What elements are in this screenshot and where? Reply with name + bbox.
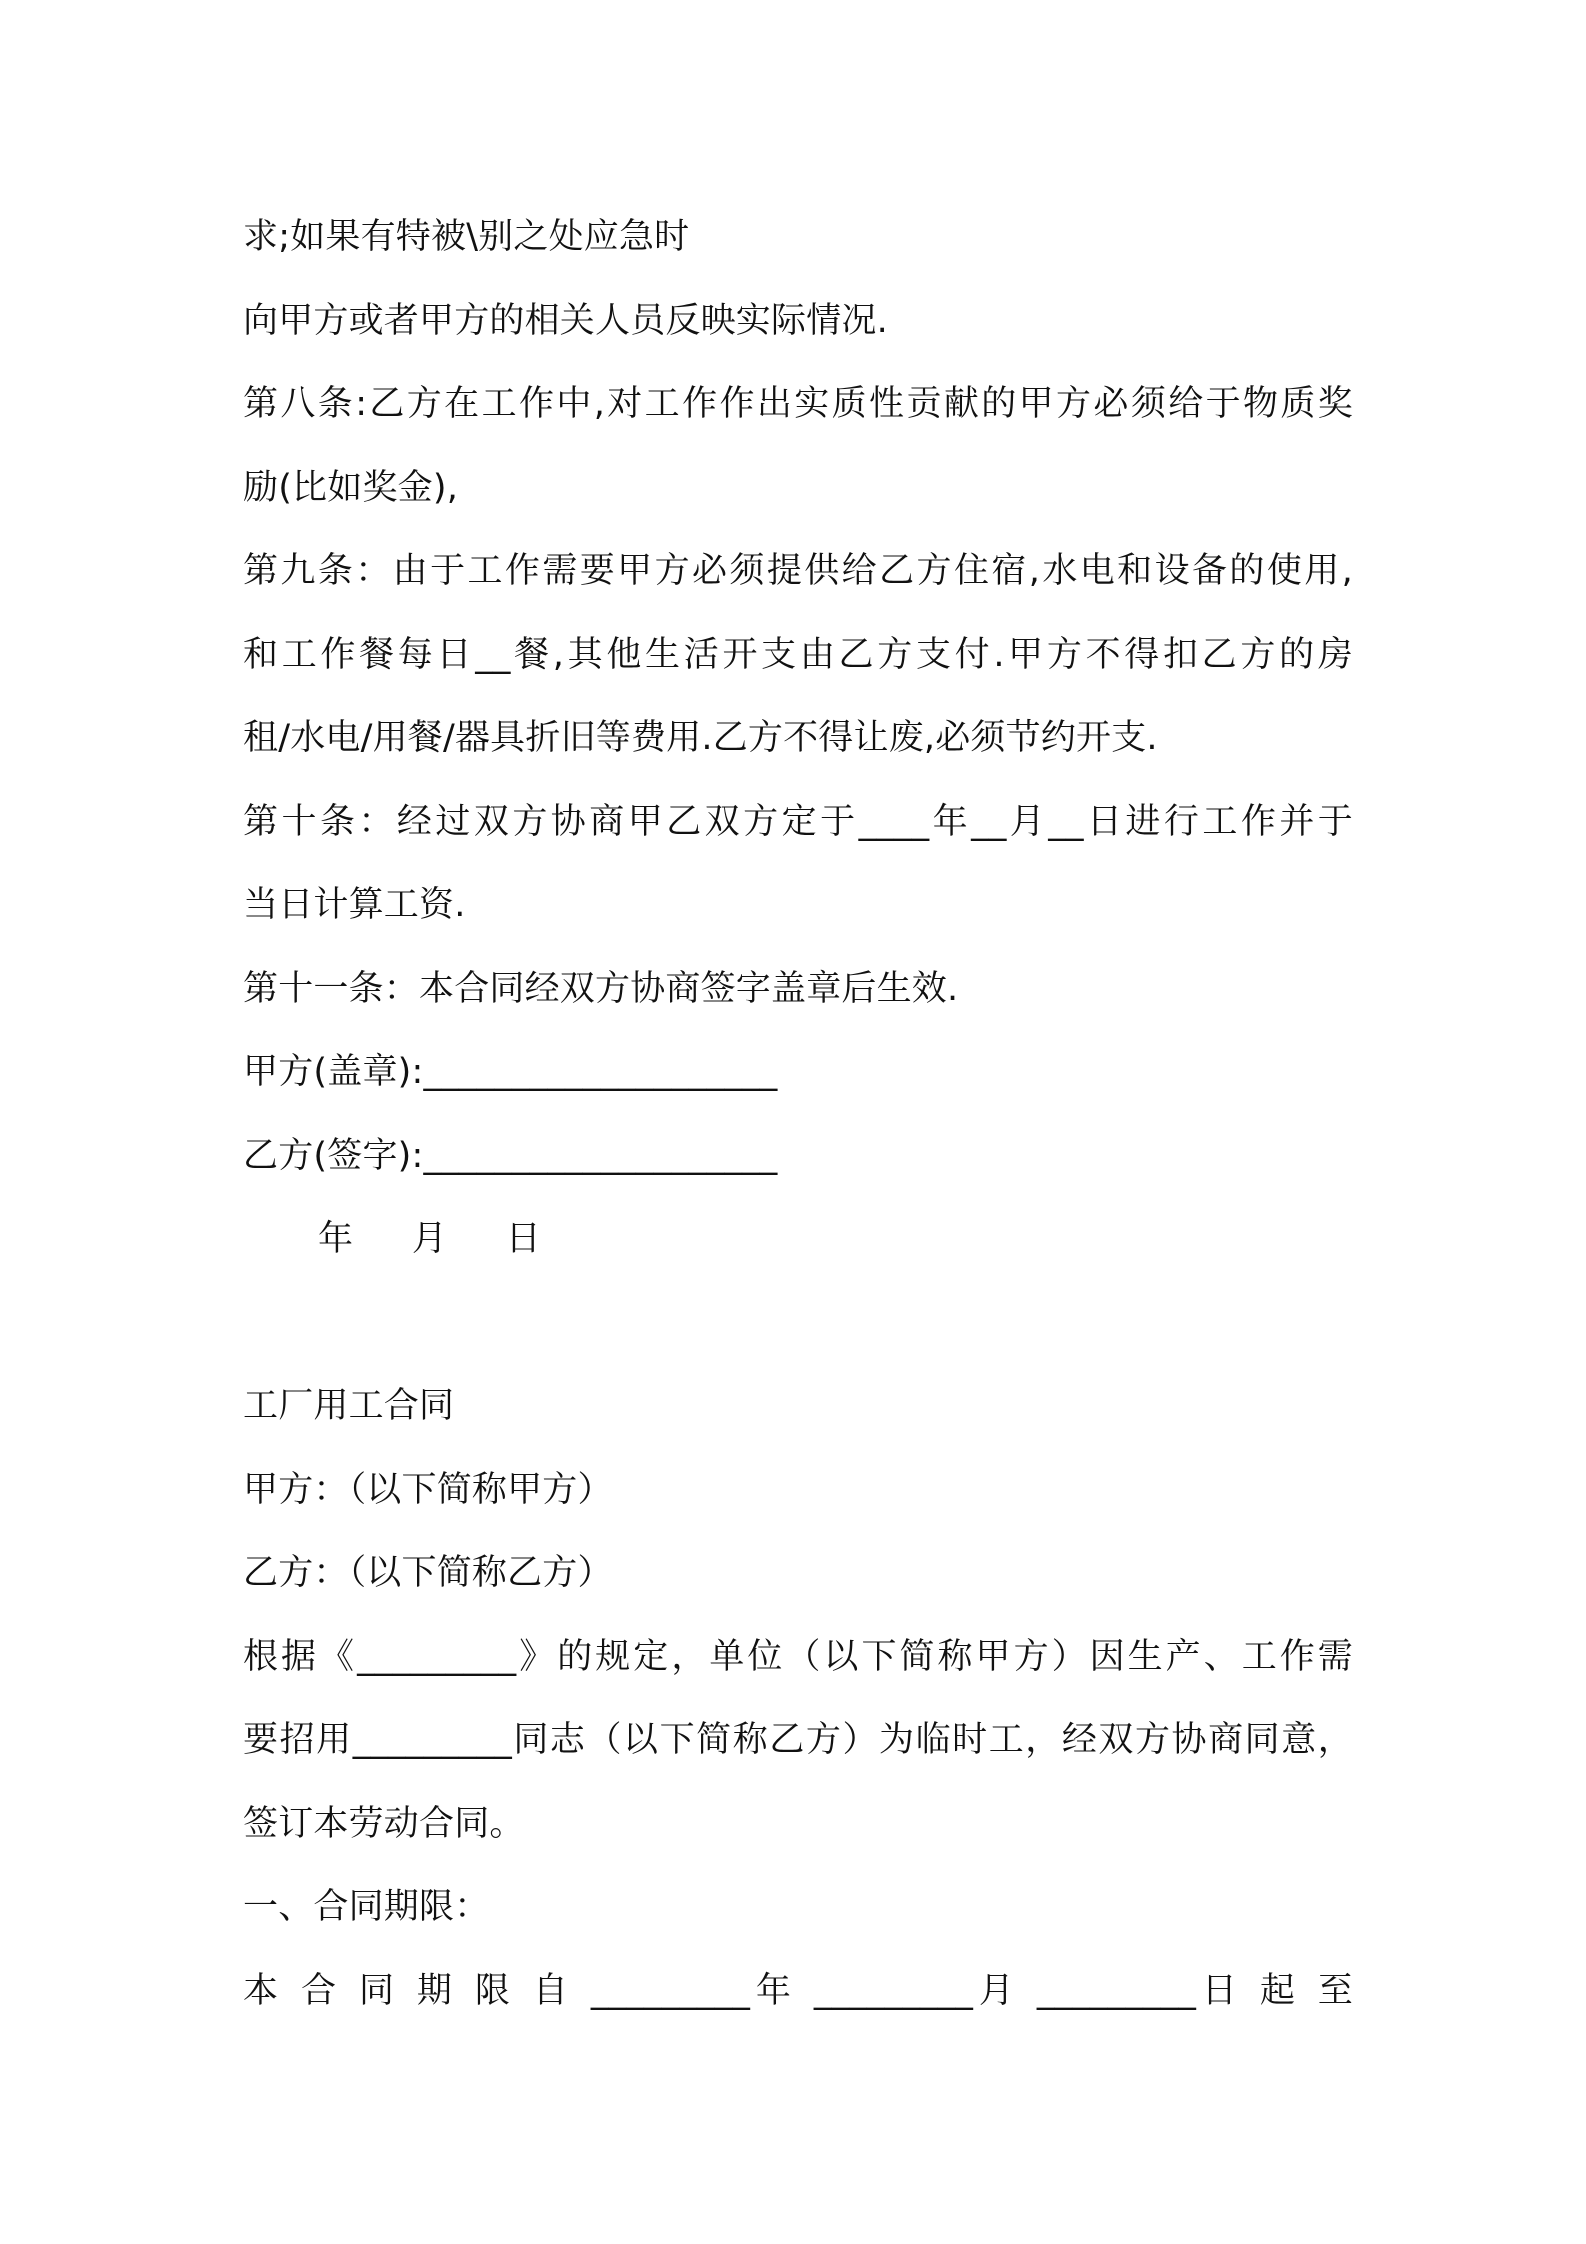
- party-a-line: 甲方：（以下简称甲方）: [243, 1469, 613, 1510]
- clause-8-line-1: 第八条:乙方在工作中,对工作作出实质性贡献的甲方必须给于物质奖: [243, 384, 1353, 424]
- clause-9-line-2: 和工作餐每日__餐,其他生活开支由乙方支付.甲方不得扣乙方的房: [243, 634, 1353, 675]
- clause-8-line-2: 励(比如奖金),: [243, 467, 459, 508]
- text-line: 向甲方或者甲方的相关人员反映实际情况.: [243, 300, 888, 341]
- date-line: 年 月 日: [318, 1219, 541, 1259]
- section-title: 工厂用工合同: [243, 1386, 455, 1426]
- heading-contract-term: 一、合同期限：: [243, 1887, 490, 1927]
- text-line: 求;如果有特被\别之处应急时: [243, 217, 690, 257]
- preamble-line-2: 要招用_________同志（以下简称乙方）为临时工，经双方协商同意，: [243, 1720, 1353, 1760]
- section-gap: [243, 1282, 1353, 1366]
- preamble-line-3: 签订本劳动合同。: [243, 1803, 525, 1844]
- party-b-signature-line: 乙方(签字):____________________: [243, 1135, 778, 1176]
- clause-10-line-2: 当日计算工资.: [243, 885, 466, 925]
- clause-11: 第十一条：本合同经双方协商签字盖章后生效.: [243, 968, 959, 1009]
- party-b-line: 乙方：（以下简称乙方）: [243, 1553, 613, 1593]
- document-body: [243, 196, 1353, 2033]
- clause-9-line-3: 租/水电/用餐/器具折旧等费用.乙方不得让废,必须节约开支.: [243, 718, 1158, 758]
- party-a-seal-line: 甲方(盖章):____________________: [243, 1052, 778, 1092]
- contract-term-line: 本 合 同 期 限 自 _________年 _________月 _________日 起 至: [243, 1970, 1353, 2011]
- preamble-line-1: 根据《_________》的规定，单位（以下简称甲方）因生产、工作需: [243, 1636, 1353, 1677]
- clause-9-line-1: 第九条：由于工作需要甲方必须提供给乙方住宿,水电和设备的使用,: [243, 551, 1353, 591]
- clause-10-line-1: 第十条：经过双方协商甲乙双方定于____年__月__日进行工作并于: [243, 801, 1353, 842]
